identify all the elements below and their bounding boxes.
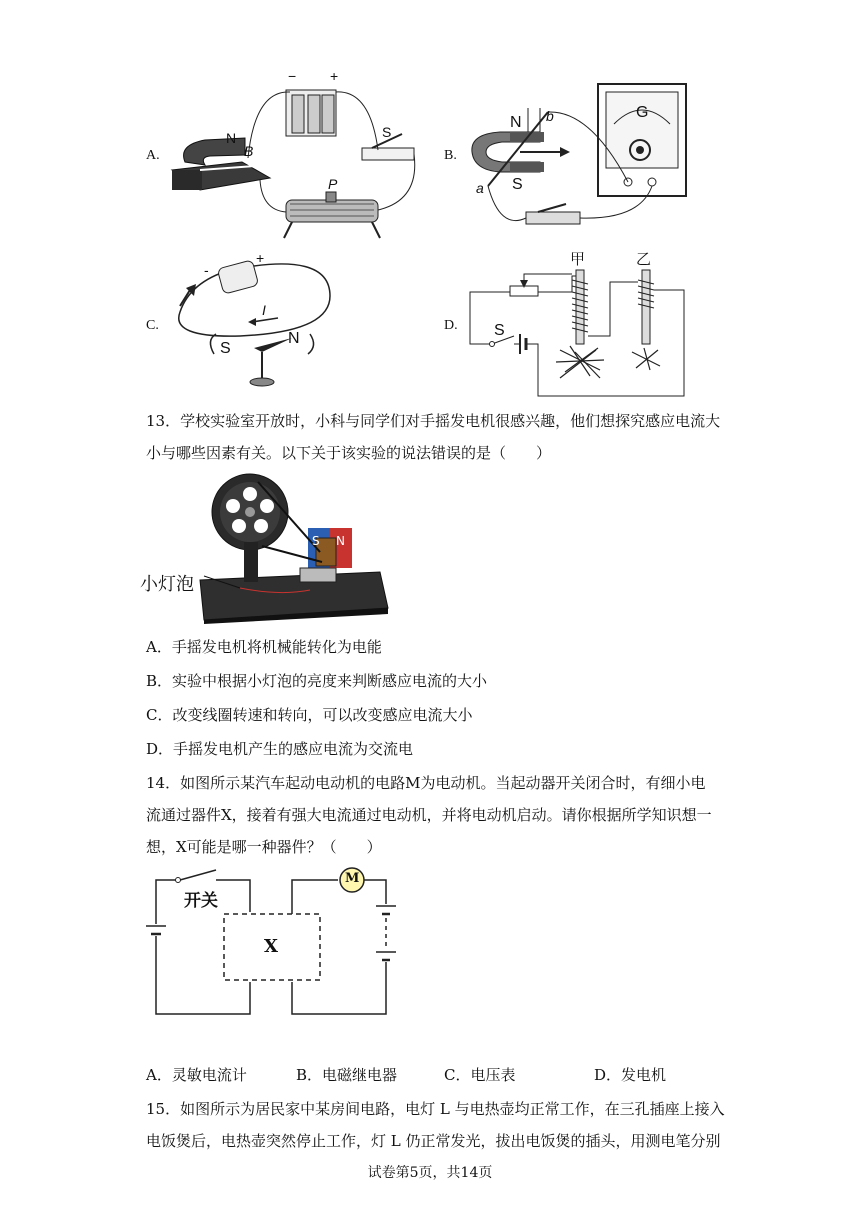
q14-line-3: 想，X可能是哪一种器件？（ ） [146, 838, 382, 856]
option-d-label: D. [444, 318, 458, 333]
figure-a-minus-label: − [288, 68, 297, 84]
q13-option-c: C．改变线圈转速和转向，可以改变感应电流大小 [146, 706, 473, 724]
option-b-label: B. [444, 148, 457, 163]
figure-a-n-label: N [226, 130, 237, 146]
figure-d-yi-label: 乙 [636, 250, 652, 268]
q13-generator-image [140, 472, 390, 622]
figure-c-minus-label: - [204, 262, 209, 278]
q13-magnet-s-label: S [312, 534, 320, 548]
figure-b-g-label: G [636, 104, 649, 121]
figure-d-jia-label: 甲 [570, 250, 586, 268]
q14-answer-c: C．电压表 [444, 1066, 516, 1084]
figure-b-s-label: S [512, 176, 523, 193]
figure-b-a-label: a [476, 180, 484, 196]
figure-c-plus-label: + [256, 250, 265, 266]
q13-option-d: D．手摇发电机产生的感应电流为交流电 [146, 740, 414, 758]
q13-magnet-n-label: N [336, 534, 345, 548]
option-a-label: A. [146, 148, 160, 163]
q14-answer-b: B．电磁继电器 [296, 1066, 398, 1084]
q13-option-a: A．手摇发电机将机械能转化为电能 [146, 638, 382, 656]
q14-switch-label: 开关 [184, 891, 218, 911]
figure-a-plus-label: + [330, 68, 339, 84]
figure-a-p-label: P [328, 176, 338, 192]
q14-x-label: X [264, 936, 278, 957]
q13-line-2: 小与哪些因素有关。以下关于该实验的说法错误的是（ ） [146, 444, 552, 462]
q13-line-1: 13．学校实验室开放时，小科与同学们对手摇发电机很感兴趣，他们想探究感应电流大 [146, 412, 721, 430]
q14-line-1: 14．如图所示某汽车起动电动机的电路M为电动机。当起动器开关闭合时，有细小电 [146, 774, 706, 792]
figure-b-b-label: b [546, 108, 554, 124]
q14-motor-label: M [345, 871, 360, 886]
option-c-label: C. [146, 318, 159, 333]
q13-generator-drawing [140, 472, 390, 622]
q15-line-1: 15．如图所示为居民家中某房间电路，电灯 L 与电热壶均正常工作，在三孔插座上接入 [146, 1100, 725, 1118]
q14-answer-d: D．发电机 [594, 1066, 667, 1084]
q14-line-2: 流通过器件X，接着有强大电流通过电动机，并将电动机启动。请你根据所学知识想一 [146, 806, 712, 824]
q15-line-2: 电饭煲后，电热壶突然停止工作，灯 L 仍正常发光，拔出电饭煲的插头，用测电笔分别 [146, 1132, 721, 1150]
q13-option-b: B．实验中根据小灯泡的亮度来判断感应电流的大小 [146, 672, 488, 690]
figure-b-n-label: N [510, 114, 522, 131]
figure-c-s-label: S [220, 340, 231, 357]
figure-d-s-label: S [494, 322, 505, 339]
page-footer: 试卷第5页，共14页 [367, 1165, 493, 1181]
q13-lamp-label: 小灯泡 [140, 574, 194, 595]
q14-answer-a: A．灵敏电流计 [146, 1066, 247, 1084]
figure-d-drawing [0, 0, 860, 400]
figure-a-b-label: B [244, 143, 254, 159]
figure-c-n-label: N [288, 330, 300, 347]
q14-circuit-diagram [140, 866, 410, 1026]
figure-c-i-label: I [262, 302, 266, 318]
figure-a-s-label: S [382, 124, 392, 140]
